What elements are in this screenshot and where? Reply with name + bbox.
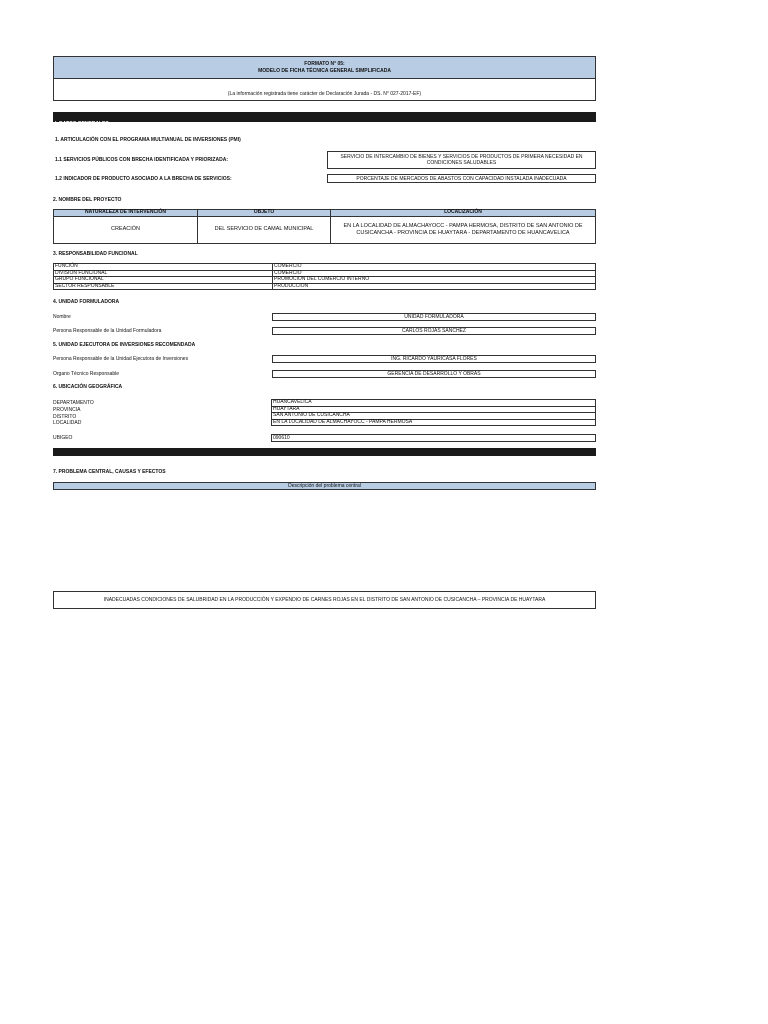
problema-desc-header: [53, 482, 596, 490]
servicios-label: 1.1 SERVICIOS PÚBLICOS CON BRECHA IDENTIFICADA Y PRIORIZADA:: [55, 157, 228, 163]
indicador-label: 1.2 INDICADOR DE PRODUCTO ASOCIADO A LA BRECHA DE SERVICIOS:: [55, 176, 232, 182]
ue-persona-field: [272, 355, 596, 363]
section-bar-identificacion: [53, 448, 596, 463]
row-value: PRODUCCION: [273, 283, 596, 290]
organo-label: Organo Técnico Responsable: [53, 371, 120, 377]
responsabilidad-heading: 3. RESPONSABILIDAD FUNCIONAL: [53, 251, 138, 257]
ubicacion-label: LOCALIDAD: [53, 420, 82, 427]
section-bar-datos-generales: [53, 112, 596, 127]
ubigeo-field: [271, 434, 596, 442]
indicador-field: [327, 174, 596, 183]
section-bar-label: II. IDENTIFICACION: [55, 457, 102, 463]
row-label: FUNCIÓN: [54, 264, 273, 271]
row-label: SECTOR RESPONSABLE: [54, 283, 273, 290]
ubicacion-labels: [53, 400, 94, 427]
uf-nombre-field: [272, 313, 596, 321]
cell-naturaleza: CREACIÓN: [54, 217, 198, 244]
proyecto-table: [53, 209, 596, 244]
ubicacion-value: EN LA LOCALIDAD DE ALMACHAYOCC - PAMPA HERMOSA: [272, 419, 596, 426]
uf-nombre-label: Nombre: [53, 314, 71, 320]
uf-nombre-value: UNIDAD FORMULADORA: [404, 314, 464, 320]
articulacion-heading: 1. ARTICULACIÓN CON EL PROGRAMA MULTIANUAL DE INVERSIONES (PMI): [55, 137, 241, 143]
problema-heading: 7. PROBLEMA CENTRAL, CAUSAS Y EFECTOS: [53, 469, 166, 475]
ue-persona-label: Persona Responsable de la Unidad Ejecutora de Inversiones: [53, 356, 189, 362]
cell-objeto: DEL SERVICIO DE CAMAL MUNICIPAL: [198, 217, 331, 244]
problema-central-value: INADECUADAS CONDICIONES DE SALUBRIDAD EN LA PRODUCCIÓN Y EXPENDIO DE CARNES ROJAS EN EL DISTRITO DE SAN ANTONIO DE CUSICANCHA – PROVINCIA DE HUAYTARA: [103, 597, 546, 603]
ue-persona-value: ING. RICARDO YAURICASA FLORES: [391, 356, 477, 362]
table-row: [272, 419, 596, 426]
responsabilidad-table: [53, 263, 596, 290]
ubigeo-value: 090610: [273, 435, 290, 441]
header-objeto: OBJETO: [198, 210, 331, 217]
row-value: COMERCIO: [273, 270, 596, 277]
form-title-band: [54, 57, 595, 79]
servicios-field: [327, 151, 596, 169]
uf-persona-value: CARLOS ROJAS SANCHEZ: [402, 328, 466, 334]
cell-localizacion: EN LA LOCALIDAD DE ALMACHAYOCC - PAMPA HERMOSA, DISTRITO DE SAN ANTONIO DE CUSICANCHA - PROVINCIA DE HUAYTARA - DEPARTAMENTO DE HUANCAVELICA: [331, 217, 596, 244]
ubicacion-label: DEPARTAMENTO: [53, 400, 94, 406]
nombre-proyecto-heading: 2. NOMBRE DEL PROYECTO: [53, 197, 122, 203]
form-number: FORMATO N° 05:: [304, 61, 345, 67]
ubicacion-label: PROVINCIA: [53, 406, 81, 413]
row-label: DIVISION FUNCIONAL: [54, 270, 273, 277]
ubicacion-label: DISTRITO: [53, 413, 77, 420]
form-header: [53, 56, 596, 101]
indicador-value: PORCENTAJE DE MERCADOS DE ABASTOS CON CAPACIDAD INSTALADA INADECUADA: [356, 176, 567, 182]
table-row: [54, 283, 596, 290]
servicios-value: SERVICIO DE INTERCAMBIO DE BIENES Y SERVICIOS DE PRODUCTOS DE PRIMERA NECESIDAD EN CONDICIONES SALUDABLES: [340, 154, 583, 166]
unidad-formuladora-heading: 4. UNIDAD FORMULADORA: [53, 299, 120, 305]
organo-value: GERENCIA DE DESARROLLO Y OBRAS: [387, 371, 481, 377]
proyecto-table-row: [54, 217, 596, 244]
ubicacion-value: HUAYTARA: [272, 406, 596, 413]
row-label: GRUPO FUNCIONAL: [54, 277, 273, 284]
proyecto-table-header: [54, 210, 596, 217]
organo-field: [272, 370, 596, 378]
unidad-ejecutora-heading: 5. UNIDAD EJECUTORA DE INVERSIONES RECOMENDADA: [53, 342, 196, 348]
problema-desc-header-label: Descripción del problema central: [288, 483, 361, 489]
form-title: MODELO DE FICHA TÉCNICA GENERAL SIMPLIFICADA: [258, 68, 391, 74]
problema-central-field: [53, 591, 596, 609]
row-value: COMERCIO: [273, 264, 596, 271]
ubicacion-table: [271, 399, 596, 426]
ubicacion-value: HUANCAVELICA: [272, 400, 596, 407]
legal-note: (La información registrada tiene carácter de Declaración Jurada - DS. N° 027-2017-EF): [227, 91, 422, 97]
ubigeo-label: UBIGEO: [53, 435, 73, 441]
section-bar-label: I. DATOS GENERALES: [55, 121, 109, 127]
header-localizacion: LOCALIZACIÓN: [331, 210, 596, 217]
header-naturaleza: NATURALEZA DE INTERVENCIÓN: [54, 210, 198, 217]
uf-persona-field: [272, 327, 596, 335]
uf-persona-label: Persona Responsable de la Unidad Formuladora: [53, 328, 162, 334]
ubicacion-value: SAN ANTONIO DE CUSICANCHA: [272, 413, 596, 420]
row-value: PROMOCION DEL COMERCIO INTERNO: [273, 277, 596, 284]
ubicacion-heading: 6. UBICACIÓN GEOGRÁFICA: [53, 384, 123, 390]
